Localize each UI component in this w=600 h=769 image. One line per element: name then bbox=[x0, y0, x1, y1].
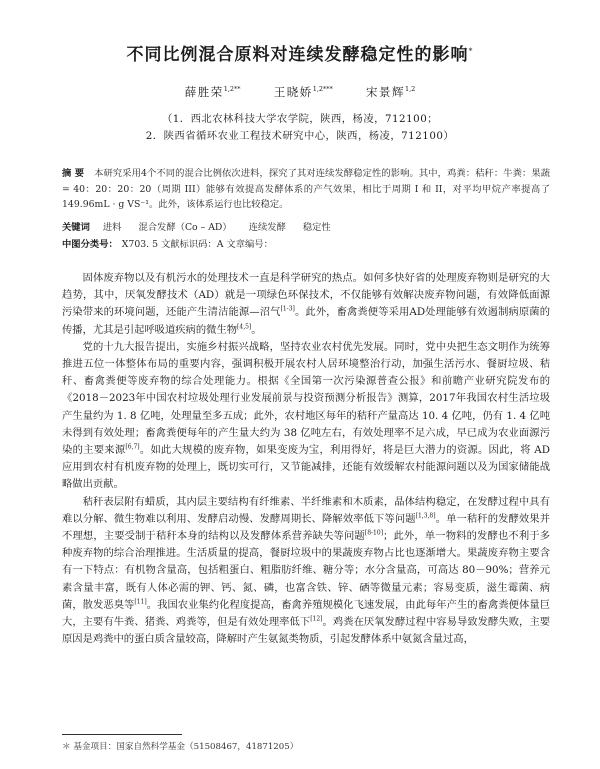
paragraph-text: 。 bbox=[251, 323, 262, 336]
abstract bbox=[62, 166, 550, 213]
author-3: 宋景辉$^{1,2}$ bbox=[365, 85, 416, 99]
keyword: 混合发酵（Co – AD） bbox=[138, 222, 232, 233]
affiliation-1: （1．西北农林科技大学农学院，陕西，杨凌，712100； bbox=[161, 113, 439, 125]
paragraph-text: 。此外，畜禽粪便等采用AD处理能够有效遏制病原菌的传播，尤其是引起呼吸道疾病的微生物 bbox=[62, 306, 550, 336]
keyword: 连续发酵 bbox=[248, 222, 286, 233]
classification-line bbox=[62, 237, 550, 253]
author-2: 王晓娇$^{1,2***}$ bbox=[273, 85, 333, 99]
classification-text: X703. 5 文献标识码：A 文章编号： bbox=[121, 239, 273, 250]
paragraph-text: 。单一秸秆的发酵效果并不理想，主要受制于秸秆本身的结构以及发酵体系营养缺失等问题 bbox=[62, 512, 551, 543]
keywords bbox=[62, 220, 550, 236]
classification-label: 中图分类号： bbox=[62, 239, 118, 250]
citation-ref: [4,5] bbox=[237, 323, 252, 331]
keyword: 进料 bbox=[102, 222, 122, 233]
paragraph bbox=[62, 339, 550, 494]
abstract-label: 摘 要 bbox=[62, 168, 85, 179]
paragraph bbox=[62, 270, 550, 339]
citation-ref: [12] bbox=[310, 615, 323, 623]
keywords-label: 关键词 bbox=[62, 222, 90, 233]
paragraph bbox=[62, 494, 550, 649]
paragraph-text: 秸秆表层附有蜡质，其内层主要结构有纤维素、半纤维素和木质素，晶体结构稳定，在发酵过程中具有难以分解、微生物难以利用、发酵启动慢、发酵周期长、降解效率低下等问题 bbox=[62, 495, 550, 525]
paragraph-text: 。我国农业集约化程度提高，畜禽养殖规模化飞速发展，由此每年产生的畜禽粪便体量巨大，主要有牛粪、猪粪、鸡粪等，但是有效处理率低下 bbox=[62, 598, 551, 629]
citation-ref: [8-10] bbox=[364, 529, 384, 537]
footnote-divider bbox=[62, 734, 182, 735]
paragraph-text: 。鸡粪在厌氧发酵过程中容易导致发酵失败，主要原因是鸡粪中的蛋白质含量较高，降解时产生氨氮类物质，引起发酵体系中氨氮含量过高， bbox=[62, 616, 551, 646]
citation-ref: [1-3] bbox=[280, 305, 295, 313]
citation-ref: [1,3,8] bbox=[415, 512, 436, 520]
paper-title: 不同比例混合原料对连续发酵稳定性的影响* bbox=[126, 45, 474, 65]
author-list bbox=[0, 84, 600, 100]
paragraph-text: 固体废弃物以及有机污水的处理技术一直是科学研究的热点。如何多快好省的处理废弃物则是研究的大趋势，其中，厌氧发酵技术（AD）就是一项绿色环保技术，不仅能够有效解决废弃物问题，有效降低面源污染带来的环境问题，还能产生清洁能源—沼气 bbox=[62, 272, 550, 319]
author-1: 薛胜荣$^{1,2**}$ bbox=[184, 85, 241, 99]
citation-ref: [6,7] bbox=[125, 443, 140, 451]
body-text bbox=[62, 270, 550, 648]
keyword: 稳定性 bbox=[302, 222, 331, 233]
footnote: ＊ 基金项目：国家自然科学基金（51508467，41871205） bbox=[62, 742, 299, 752]
paragraph-text: 。如此大规模的废弃物，如果变废为宝，利用得好，将是巨大潜力的资源。因此，将 AD 应用到农村有机废弃物的处理上，既切实可行，又节能减排，还能有效缓解农村能源问题以及为国家储能战略做出贡献。 bbox=[62, 444, 550, 491]
paragraph-text: ；此外，单一物料的发酵也不利于多种废弃物的综合治理推进。生活质量的提高，餐厨垃圾中的果蔬废弃物占比也逐渐增大。果蔬废弃物主要含有一下特点：有机物含量高，包括粗蛋白、粗脂肪纤维、糖分等；水分含量高，可高达 80－90%；营养元素含量丰富，既有人体必需的钾、钙、氮、磷，也富含铁、锌、硒等微量元素；容易变质，滋生霉菌、病菌，散发恶臭等 bbox=[62, 530, 551, 611]
paragraph-text: 党的十九大报告提出，实施乡村振兴战略，坚持农业农村优先发展。同时，党中央把生态文明作为统筹推进五位一体整体布局的重要内容，强调积极开展农村人居环境整治行动，加强生活污水、餐厨垃圾、秸秆、畜禽粪便等废弃物的综合处理能力。根据《全国第一次污染源普查公报》和前瞻产业研究院发布的《2018－2023年中国农村垃圾处理行业发展前景与投资预测分析报告》测算，2017年我国农村生活垃圾产生量约为 1. 8 亿吨，处理量至多五成；此外，农村地区每年的秸秆产量高达 10. 4 亿吨，仍有 1. 4 亿吨未得到有效处理；畜禽粪便每年的产生量大约为 38 亿吨左右，有效处理率不足六成，早已成为农业面源污染的主要来源 bbox=[62, 340, 550, 457]
affiliation-2: 2．陕西省循环农业工程技术研究中心，陕西，杨凌，712100） bbox=[145, 130, 455, 142]
abstract-text: 本研究采用4个不同的混合比例依次进料，探究了其对连续发酵稳定性的影响。其中，鸡粪：秸秆：牛粪：果蔬 = 40：20：20：20（周期 III）能够有效提高发酵体系的产气效果，相比于周期 I 和 II，对平均甲烷产率提高了 149.96mL · g VS⁻¹。此外，该体系运行也比较稳定。 bbox=[62, 168, 550, 211]
citation-ref: [11] bbox=[134, 598, 147, 606]
